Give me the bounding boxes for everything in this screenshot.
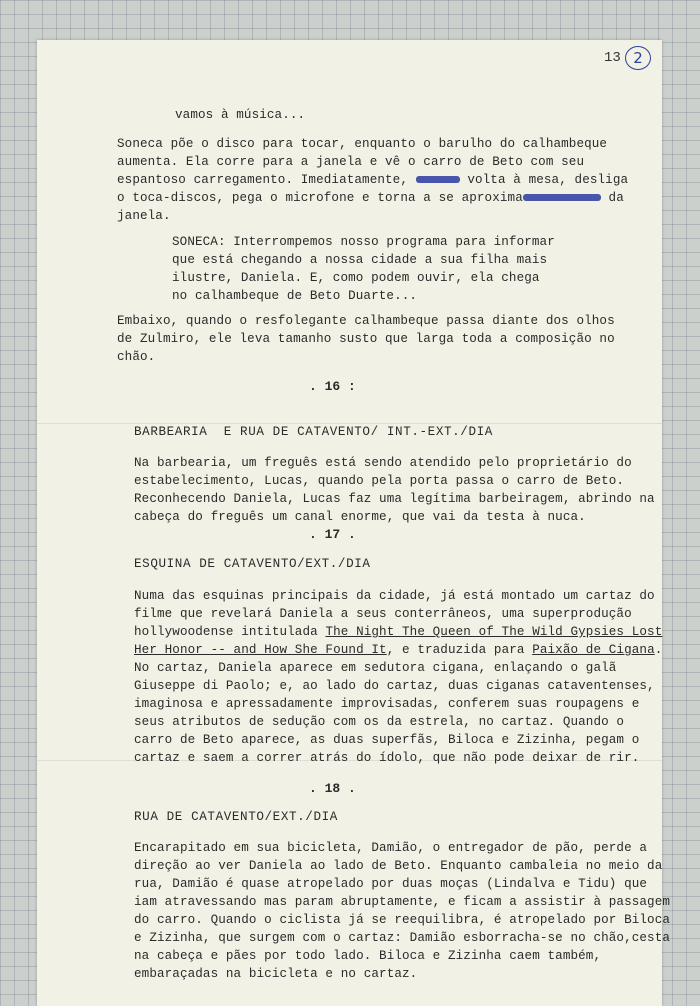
text-span: da <box>608 191 624 205</box>
translated-title-underlined: Paixão de Cigana <box>532 643 655 657</box>
scene-number: . 16 : <box>309 379 356 394</box>
text-span: volta à mesa, desliga <box>467 173 629 187</box>
circled-page-number: 2 <box>625 46 651 70</box>
text-line: Reconhecendo Daniela, Lucas faz uma legítima barbeiragem, abrindo na <box>134 492 655 506</box>
text-line: No cartaz, Daniela aparece em sedutora cigana, enlaçando o galã <box>134 661 617 675</box>
dialogue-line: SONECA: Interrompemos nosso programa para informar <box>172 235 555 249</box>
text-line: chão. <box>117 350 156 364</box>
text-line <box>117 190 624 206</box>
text-line: na cabeça e pães por todo lado. Biloca e Zizinha caem também, <box>134 949 602 963</box>
text-span: , e traduzida para <box>386 643 533 657</box>
text-line: iam atravessando mas param abruptamente, e ficam a assistir à passagem <box>134 895 671 909</box>
text-line: de Zulmiro, ele leva tamanho susto que larga toda a composição no <box>117 332 615 346</box>
scene-number: . 17 . <box>309 527 356 542</box>
dialogue-line: que está chegando a nossa cidade a sua filha mais <box>172 253 548 267</box>
text-line: Encarapitado em sua bicicleta, Damião, o entregador de pão, perde a <box>134 841 648 855</box>
text-line: Giuseppe di Paolo; e, ao lado do cartaz, duas ciganas cataventenses, <box>134 679 655 693</box>
text-line: seus atributos de sedução com os da estrela, no cartaz. Quando o <box>134 715 625 729</box>
scene-heading: BARBEARIA E RUA DE CATAVENTO/ INT.-EXT./DIA <box>134 425 493 439</box>
page-number: 13 <box>604 50 621 66</box>
text-line <box>134 624 662 640</box>
film-title-underlined: Her Honor -- and How She Found It <box>134 643 387 657</box>
paper-fold <box>37 423 662 424</box>
document-page <box>37 40 671 1006</box>
text-line: janela. <box>117 209 171 223</box>
film-title-underlined: The Night The Queen of The Wild Gypsies Lost <box>325 625 663 639</box>
redaction-mark <box>416 176 460 183</box>
text-line <box>134 642 662 658</box>
text-line: Na barbearia, um freguês está sendo atendido pelo proprietário do <box>134 456 632 470</box>
text-line: rua, Damião é quase atropelado por duas moças (Lindalva e Tidu) que <box>134 877 648 891</box>
text-line: e Zizinha, que surgem com o cartaz: Damião esborracha-se no chão,cesta <box>134 931 671 945</box>
text-line: vamos à música... <box>175 108 306 122</box>
text-line: aumenta. Ela corre para a janela e vê o carro de Beto com seu <box>117 155 585 169</box>
text-line: do carro. Quando o ciclista já se reequilibra, é atropelado por Biloca <box>134 913 671 927</box>
text-span: o toca-discos, pega o microfone e torna a se aproxima <box>117 191 523 205</box>
redaction-mark <box>523 194 601 201</box>
scene-heading: ESQUINA DE CATAVENTO/EXT./DIA <box>134 557 371 571</box>
text-line: carro de Beto aparece, as duas superfãs, Biloca e Zizinha, pegam o <box>134 733 640 747</box>
text-line <box>117 172 628 188</box>
text-line: Soneca põe o disco para tocar, enquanto o barulho do calhambeque <box>117 137 608 151</box>
text-line: filme que revelará Daniela a seus conterrâneos, uma superprodução <box>134 607 632 621</box>
dialogue-line: no calhambeque de Beto Duarte... <box>172 289 418 303</box>
text-span: hollywoodense intitulada <box>134 625 326 639</box>
text-line: Embaixo, quando o resfolegante calhambeque passa diante dos olhos <box>117 314 615 328</box>
text-span: . <box>654 643 663 657</box>
scene-heading: RUA DE CATAVENTO/EXT./DIA <box>134 810 338 824</box>
text-line: direção ao ver Daniela ao lado de Beto. Enquanto cambaleia no meio da <box>134 859 663 873</box>
text-line: Numa das esquinas principais da cidade, já está montado um cartaz do <box>134 589 655 603</box>
text-line: embaraçadas na bicicleta e no cartaz. <box>134 967 418 981</box>
dialogue-line: ilustre, Daniela. E, como podem ouvir, ela chega <box>172 271 540 285</box>
text-line: imaginosa e apressadamente improvisadas, conferem suas roupagens e <box>134 697 640 711</box>
scene-number: . 18 . <box>309 781 356 796</box>
text-line: cartaz e saem a correr atrás do ídolo, que não pode deixar de rir. <box>134 751 640 765</box>
text-line: estabelecimento, Lucas, quando pela porta passa o carro de Beto. <box>134 474 625 488</box>
text-span: espantoso carregamento. Imediatamente, <box>117 173 408 187</box>
text-line: cabeça do freguês um canal enorme, que vai da testa à nuca. <box>134 510 586 524</box>
